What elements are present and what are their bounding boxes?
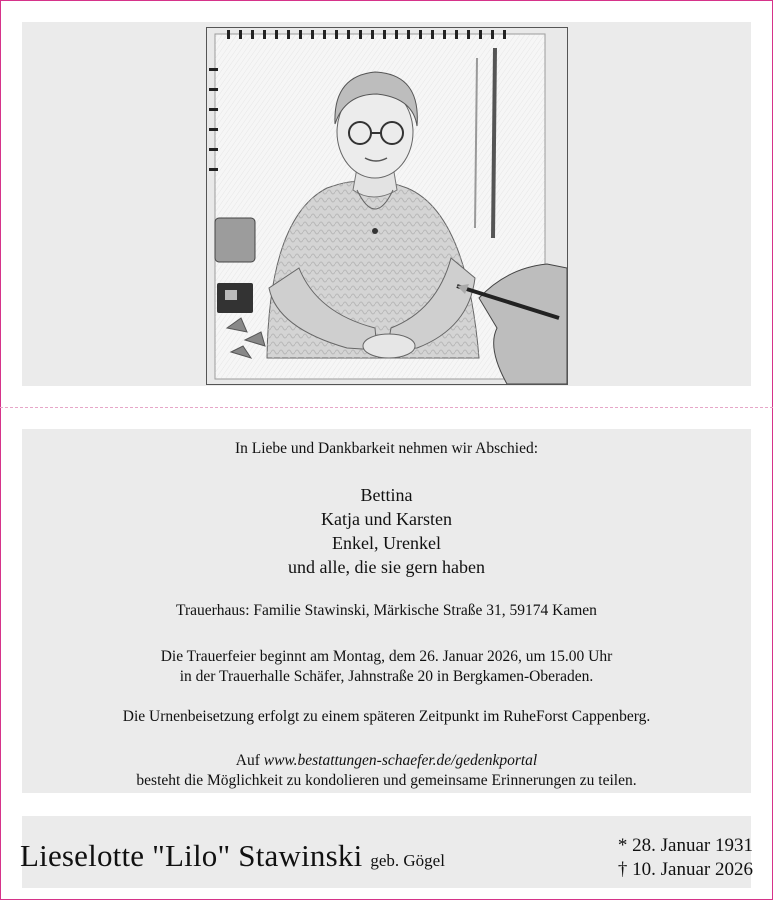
condolence-line-1 [22,752,751,770]
condolence-prefix: Auf [235,752,264,769]
condolence-line-2: besteht die Möglichkeit zu kondolieren und gemeinsame Erinnerungen zu teilen. [136,772,637,789]
death-date: † 10. Januar 2026 [617,859,753,880]
ceremony-line-2: in der Trauerhalle Schäfer, Jahnstraße 20 in Bergkamen-Oberaden. [179,668,594,685]
mourner-name: und alle, die sie gern haben [288,557,485,577]
condolence-link[interactable]: www.bestattungen-schaefer.de/gedenkportal [263,752,538,769]
birth-date: * 28. Januar 1931 [617,835,753,856]
ceremony-line-1: Die Trauerfeier beginnt am Montag, dem 26. Januar 2026, um 15.00 Uhr [160,648,613,665]
portrait-photo [206,27,568,385]
mourner-name: Katja und Karsten [321,509,452,529]
deceased-name: Lieselotte "Lilo" Stawinski [20,838,363,873]
deceased-name-line [20,838,445,874]
house-of-mourning: Trauerhaus: Familie Stawinski, Märkische Straße 31, 59174 Kamen [176,602,597,619]
cut-line [0,407,773,408]
farewell-intro: In Liebe und Dankbarkeit nehmen wir Abschied: [234,440,539,457]
urn-burial-note: Die Urnenbeisetzung erfolgt zu einem späteren Zeitpunkt im RuheForst Cappenberg. [122,708,651,725]
mourner-name: Bettina [360,485,413,505]
maiden-name: geb. Gögel [370,851,445,870]
mourner-name: Enkel, Urenkel [332,533,441,553]
